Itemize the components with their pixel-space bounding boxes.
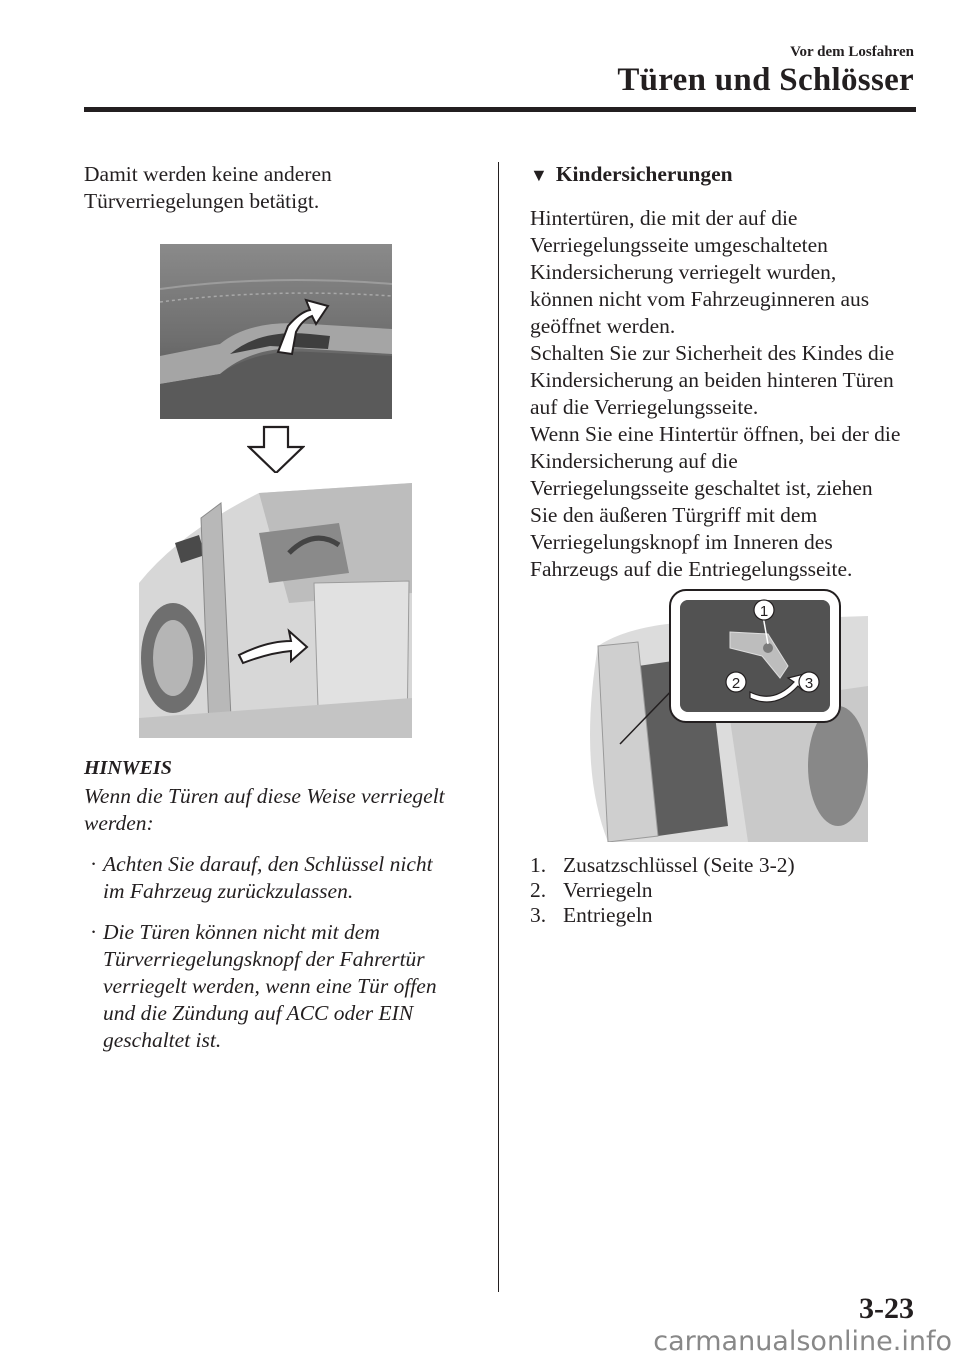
bullet-line: Achten Sie darauf, den Schlüssel nicht — [103, 852, 433, 876]
inner-door-handle-figure — [160, 244, 392, 419]
body-line: Kindersicherung auf die — [530, 449, 738, 473]
bullet-line: geschaltet ist. — [103, 1028, 222, 1052]
header-divider — [84, 107, 916, 112]
legend-number: 2. — [530, 878, 547, 902]
child-safety-lock-figure — [578, 586, 868, 842]
page-number: 3-23 — [859, 1292, 914, 1325]
bullet-line: Türverriegelungsknopf der Fahrertür — [103, 947, 425, 971]
intro-line-1: Damit werden keine anderen — [84, 162, 332, 186]
watermark-link[interactable]: carmanualsonline.info — [653, 1326, 952, 1357]
bullet-dot: · — [90, 852, 98, 876]
body-line: Kindersicherung verriegelt wurden, — [530, 260, 837, 284]
bullet-line: und die Zündung auf ACC oder EIN — [103, 1001, 414, 1025]
note-line-2: werden: — [84, 811, 154, 835]
legend-number: 1. — [530, 853, 547, 877]
legend-label: Zusatzschlüssel (Seite 3-2) — [563, 853, 795, 877]
callout-label: 2 — [731, 675, 741, 692]
body-line: können nicht vom Fahrzeuginneren aus — [530, 287, 870, 311]
body-line: Verriegelungsseite geschaltet ist, ziehen — [530, 476, 873, 500]
note-line-1: Wenn die Türen auf diese Weise verriegelt — [84, 784, 445, 808]
legend-label: Entriegeln — [563, 903, 653, 927]
body-line: Schalten Sie zur Sicherheit des Kindes die — [530, 341, 895, 365]
callout-label: 3 — [804, 675, 814, 692]
header-section-label: Vor dem Losfahren — [790, 44, 914, 60]
intro-line-2: Türverriegelungen betätigt. — [84, 189, 320, 213]
callout-label: 1 — [759, 603, 769, 620]
section-heading-text: Kindersicherungen — [555, 162, 733, 186]
sequence-down-arrow-icon — [247, 425, 305, 475]
body-line: Fahrzeugs auf die Entriegelungsseite. — [530, 557, 853, 581]
body-line: Hintertüren, die mit der auf die — [530, 206, 798, 230]
body-line: auf die Verriegelungsseite. — [530, 395, 759, 419]
page-title: Türen und Schlösser — [617, 62, 914, 98]
body-line: Wenn Sie eine Hintertür öffnen, bei der die — [530, 422, 901, 446]
section-heading — [530, 162, 733, 187]
legend-label: Verriegeln — [563, 878, 653, 902]
open-driver-door-figure — [139, 473, 412, 738]
bullet-line: im Fahrzeug zurückzulassen. — [103, 879, 354, 903]
bullet-dot: · — [90, 920, 98, 944]
bullet-line: verriegelt werden, wenn eine Tür offen — [103, 974, 437, 998]
body-line: Kindersicherung an beiden hinteren Türen — [530, 368, 894, 392]
body-line: geöffnet werden. — [530, 314, 676, 338]
note-heading: HINWEIS — [84, 757, 172, 779]
body-line: Verriegelungsseite umgeschalteten — [530, 233, 828, 257]
body-line: Verriegelungsknopf im Inneren des — [530, 530, 833, 554]
body-line: Sie den äußeren Türgriff mit dem — [530, 503, 818, 527]
bullet-line: Die Türen können nicht mit dem — [103, 920, 380, 944]
triangle-down-icon: ▼ — [530, 165, 548, 185]
legend-number: 3. — [530, 903, 547, 927]
column-divider — [498, 162, 499, 1292]
